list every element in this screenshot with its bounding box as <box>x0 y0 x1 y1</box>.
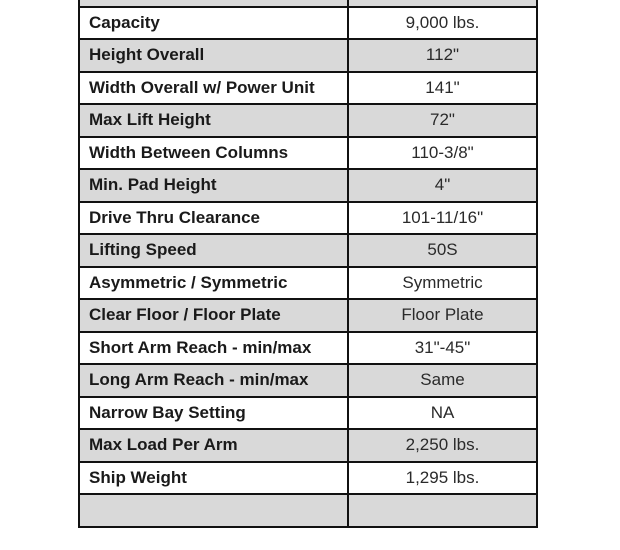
table-row <box>79 494 537 527</box>
table-row <box>79 462 537 495</box>
spec-value: 72" <box>348 104 537 137</box>
table-row <box>79 7 537 40</box>
table-row <box>79 234 537 267</box>
spec-label: Width Overall w/ Power Unit <box>79 72 348 105</box>
spec-label: Min. Pad Height <box>79 169 348 202</box>
spec-label: Ship Weight <box>79 462 348 495</box>
table-row <box>79 137 537 170</box>
spec-label: Lifting Speed <box>79 234 348 267</box>
spec-table <box>78 0 538 528</box>
spec-label <box>79 494 348 527</box>
spec-label: Narrow Bay Setting <box>79 397 348 430</box>
table-row <box>79 429 537 462</box>
table-row <box>79 169 537 202</box>
spec-value: 9,000 lbs. <box>348 7 537 40</box>
spec-label: Short Arm Reach - min/max <box>79 332 348 365</box>
spec-value <box>348 494 537 527</box>
spec-value: 1,295 lbs. <box>348 462 537 495</box>
spec-label: Long Arm Reach - min/max <box>79 364 348 397</box>
spec-value: 112" <box>348 39 537 72</box>
table-row <box>79 299 537 332</box>
table-row <box>79 364 537 397</box>
spec-value: 31"-45" <box>348 332 537 365</box>
spec-value: 50S <box>348 234 537 267</box>
table-row <box>79 72 537 105</box>
spec-label: Height Overall <box>79 39 348 72</box>
table-row <box>79 104 537 137</box>
spec-value: 110-3/8" <box>348 137 537 170</box>
spec-value: Floor Plate <box>348 299 537 332</box>
spec-value: 101-11/16" <box>348 202 537 235</box>
spec-table-container <box>78 0 538 528</box>
spec-label: Width Between Columns <box>79 137 348 170</box>
spec-value: NA <box>348 397 537 430</box>
table-row <box>79 267 537 300</box>
spec-value: Symmetric <box>348 267 537 300</box>
spec-value: 141" <box>348 72 537 105</box>
spec-table-body <box>79 0 537 527</box>
table-row <box>79 39 537 72</box>
spec-label: Clear Floor / Floor Plate <box>79 299 348 332</box>
spec-value: 4" <box>348 169 537 202</box>
spec-label: Capacity <box>79 7 348 40</box>
spec-label: Max Load Per Arm <box>79 429 348 462</box>
table-row <box>79 332 537 365</box>
spec-label: Max Lift Height <box>79 104 348 137</box>
spec-value: Same <box>348 364 537 397</box>
spec-label: Drive Thru Clearance <box>79 202 348 235</box>
spec-label: Asymmetric / Symmetric <box>79 267 348 300</box>
table-row <box>79 397 537 430</box>
table-row <box>79 202 537 235</box>
spec-value: 2,250 lbs. <box>348 429 537 462</box>
